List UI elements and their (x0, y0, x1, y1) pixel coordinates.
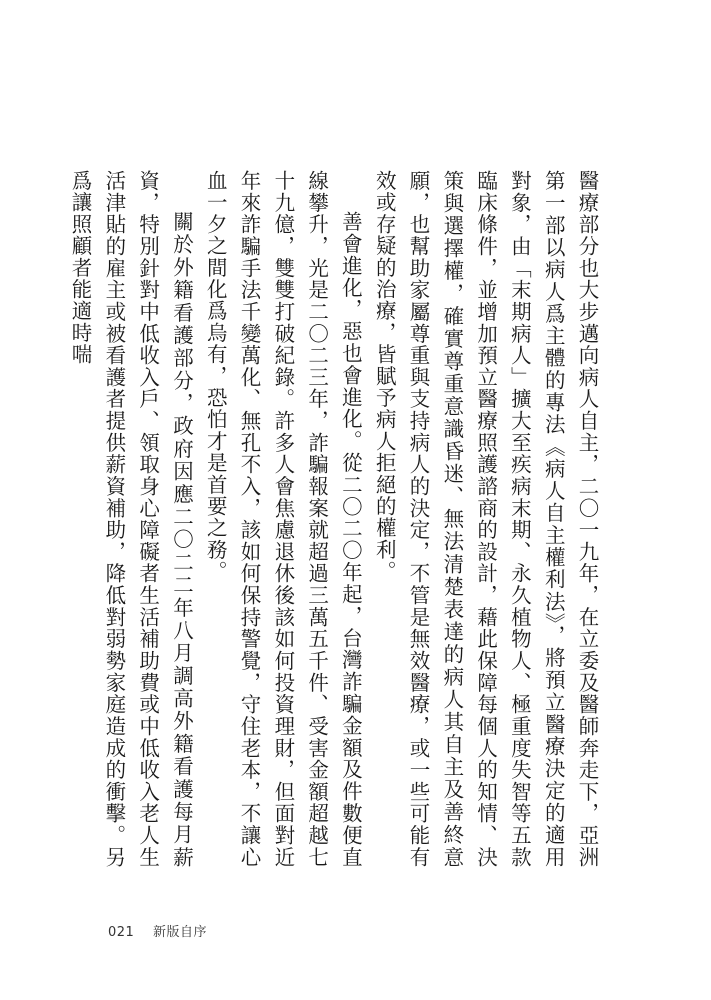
paragraph-fraud: 善會進化，惡也會進化。從二〇二〇年起，台灣詐騙金額及件數便直線攀升，光是二〇二三年，詐騙報案就超過三萬五千件、受害金額超越七十九億，雙雙打破紀錄。許多人會焦慮退休後該如何投資理財，但面對近年來詐騙手法千變萬化、無孔不入，該如何保持警覺，守住老本，不讓心血一夕之間化爲烏有，恐怕才是首要之務。 (203, 170, 363, 868)
paragraph-medical-autonomy: 醫療部分也大步邁向病人自主，二〇一九年，在立委及醫師奔走下，亞洲第一部以病人爲主體的專法《病人自主權利法》，將預立醫療決定的適用對象，由「末期病人」擴大至疾病末期、永久植物人、極重度失智等五款臨床條件，並增加預立醫療照護諮商的設計，藉此保障每個人的知情、決策與選擇權，確實尊重意識昏迷、無法清楚表達的病人其自主及善終意願，也幫助家屬尊重與支持病人的決定，不管是無效醫療，或一些可能有效或存疑的治療，皆賦予病人拒絕的權利。 (372, 170, 599, 868)
paragraph-foreign-caregiver: 關於外籍看護部分，政府因應二〇二二年八月調高外籍看護每月薪資，特別針對中低收入戶、領取身心障礙者生活補助費或中低收入老人生活津貼的雇主或被看護者提供薪資補助，降低對弱勢家庭造成的衝擊。另爲讓照顧者能適時喘 (68, 170, 194, 868)
page-number: 021 (108, 925, 135, 940)
section-title: 新版自序 (152, 925, 207, 940)
page-footer (108, 921, 207, 940)
vertical-body-text (62, 170, 603, 868)
